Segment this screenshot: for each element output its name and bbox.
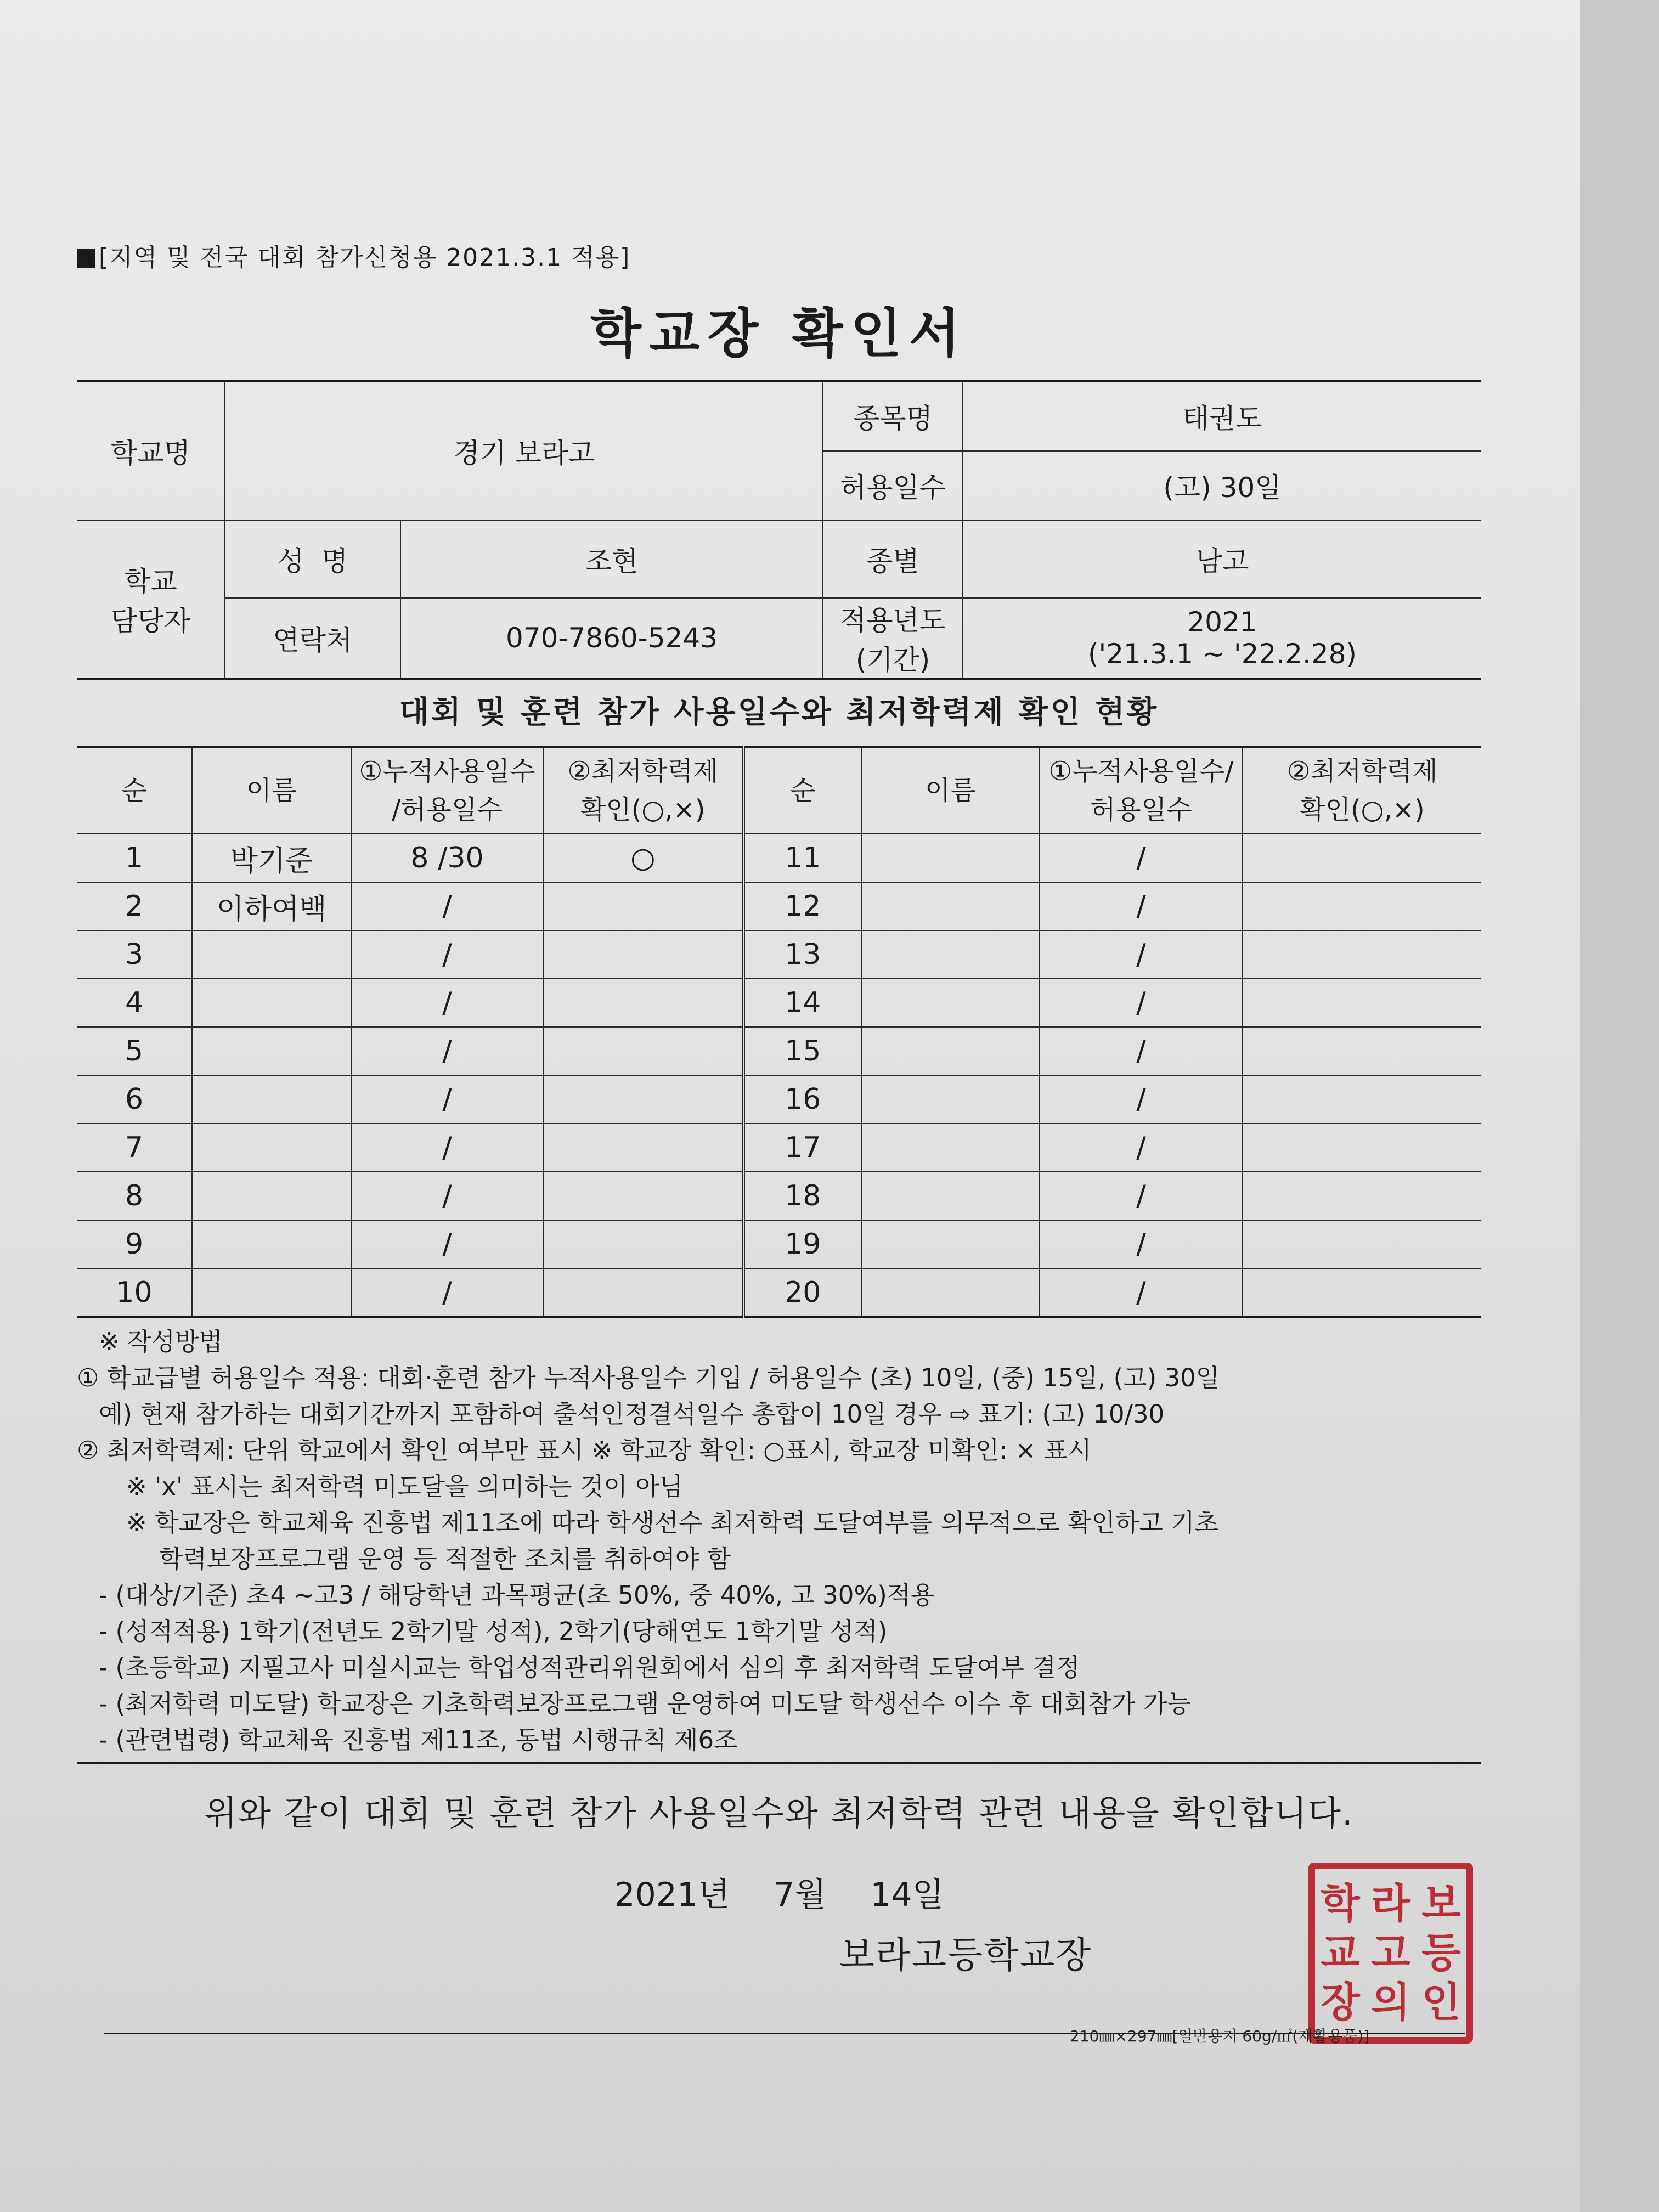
days-used-left: / — [351, 1220, 543, 1268]
notes-divider — [77, 1762, 1481, 1764]
row-number-left: 7 — [77, 1124, 192, 1172]
academic-check-left — [543, 1268, 743, 1317]
row-number-right: 20 — [743, 1268, 861, 1317]
days-used-right: / — [1040, 979, 1243, 1027]
roster-row — [77, 834, 1481, 882]
athlete-name-right — [861, 1172, 1040, 1220]
days-used-right: / — [1040, 1027, 1243, 1075]
instructions — [77, 1324, 1481, 1758]
section-title: 대회 및 훈련 참가 사용일수와 최저학력제 확인 현황 — [399, 695, 1159, 730]
detail-1: - (대상/기준) 초4 ~고3 / 해당학년 과목평균(초 50%, 중 40%, 고 30%)적용 — [99, 1581, 935, 1610]
date-year: 2021년 — [614, 1876, 730, 1914]
row-number-right: 13 — [743, 930, 861, 979]
athlete-name-right — [861, 834, 1040, 882]
roster-row — [77, 1124, 1481, 1172]
roster-row — [77, 1172, 1481, 1220]
academic-check-right — [1243, 834, 1481, 882]
days-used-right: / — [1040, 834, 1243, 882]
days-used-right: / — [1040, 930, 1243, 979]
days-used-right: / — [1040, 882, 1243, 930]
phone-label: 연락처 — [225, 598, 400, 679]
phone-value: 070-7860-5243 — [400, 598, 823, 679]
athlete-name-right — [861, 1075, 1040, 1124]
date-month: 7월 — [774, 1876, 827, 1914]
allowed-days-value: (고) 30일 — [963, 451, 1481, 520]
academic-check-right — [1243, 979, 1481, 1027]
days-used-right: / — [1040, 1124, 1243, 1172]
official-seal-stamp: 학 교 장 라 고 의 보 등 인 — [1308, 1863, 1473, 2044]
form-usage-note: [지역 및 전국 대회 참가신청용 2021.3.1 적용] — [77, 241, 1481, 274]
year-label: 적용년도 (기간) — [823, 598, 963, 679]
athlete-name-left — [192, 930, 351, 979]
notes-heading: ※ 작성방법 — [99, 1327, 223, 1356]
school-label: 학교명 — [77, 381, 225, 520]
days-used-right: / — [1040, 1268, 1243, 1317]
athlete-name-left: 박기준 — [192, 834, 351, 882]
athlete-name-left — [192, 1268, 351, 1317]
academic-check-right — [1243, 1075, 1481, 1124]
sport-value: 태권도 — [963, 381, 1481, 451]
days-used-right: / — [1040, 1172, 1243, 1220]
row-number-right: 14 — [743, 979, 861, 1027]
academic-check-left — [543, 1220, 743, 1268]
days-used-left: 8 /30 — [351, 834, 543, 882]
row-number-left: 1 — [77, 834, 192, 882]
row-number-left: 10 — [77, 1268, 192, 1317]
black-square-icon — [77, 249, 95, 268]
paper-spec-note: 210㎜×297㎜[일반용지 60g/㎡(재활용품)] — [1070, 2027, 1370, 2045]
note-4-cont: 학력보장프로그램 운영 등 적절한 조치를 취하여야 함 — [159, 1544, 731, 1573]
athlete-name-right — [861, 1268, 1040, 1317]
athlete-name-right — [861, 979, 1040, 1027]
row-number-right: 17 — [743, 1124, 861, 1172]
roster-row — [77, 882, 1481, 930]
roster-header-row — [77, 747, 1481, 834]
academic-check-left — [543, 979, 743, 1027]
sport-label: 종목명 — [823, 381, 963, 451]
note-1-example: 예) 현재 참가하는 대회기간까지 포함하여 출석인정결석일수 총합이 10일 경우 ⇨ 표기: (고) 10/30 — [99, 1400, 1165, 1429]
academic-check-right — [1243, 1027, 1481, 1075]
note-3: ※ 'x' 표시는 최저학력 미도달을 의미하는 것이 아님 — [126, 1472, 684, 1501]
name-label: 성 명 — [225, 520, 400, 598]
roster-row — [77, 1027, 1481, 1075]
athlete-name-left — [192, 1172, 351, 1220]
header-num: 순 — [77, 747, 192, 834]
header-name-right: 이름 — [861, 747, 1040, 834]
row-number-left: 4 — [77, 979, 192, 1027]
allowed-days-label: 허용일수 — [823, 451, 963, 520]
row-number-right: 18 — [743, 1172, 861, 1220]
athlete-name-left — [192, 979, 351, 1027]
roster-row — [77, 1268, 1481, 1317]
confirmation-statement: 위와 같이 대회 및 훈련 참가 사용일수와 최저학력 관련 내용을 확인합니다. — [204, 1793, 1354, 1833]
detail-4: - (최저학력 미도달) 학교장은 기초학력보장프로그램 운영하여 미도달 학생선수 이수 후 대회참가 가능 — [99, 1689, 1191, 1718]
days-used-left: / — [351, 1268, 543, 1317]
athlete-name-left: 이하여백 — [192, 882, 351, 930]
academic-check-right — [1243, 1172, 1481, 1220]
name-value: 조현 — [400, 520, 823, 598]
header-num-right: 순 — [743, 747, 861, 834]
row-number-left: 6 — [77, 1075, 192, 1124]
athlete-name-right — [861, 930, 1040, 979]
academic-check-left: ○ — [543, 834, 743, 882]
info-table — [77, 380, 1481, 680]
days-used-left: / — [351, 1027, 543, 1075]
academic-check-right — [1243, 1220, 1481, 1268]
row-number-right: 16 — [743, 1075, 861, 1124]
athlete-name-left — [192, 1220, 351, 1268]
academic-check-right — [1243, 882, 1481, 930]
academic-check-left — [543, 1124, 743, 1172]
academic-check-right — [1243, 930, 1481, 979]
row-number-right: 19 — [743, 1220, 861, 1268]
row-number-left: 3 — [77, 930, 192, 979]
roster-row — [77, 930, 1481, 979]
athlete-name-right — [861, 1027, 1040, 1075]
detail-5: - (관련법령) 학교체육 진흥법 제11조, 동법 시행규칙 제6조 — [99, 1725, 738, 1754]
type-value: 남고 — [963, 520, 1481, 598]
row-number-left: 2 — [77, 882, 192, 930]
year-value: 2021 ('21.3.1 ~ '22.2.28) — [963, 598, 1481, 679]
athlete-name-left — [192, 1124, 351, 1172]
roster-row — [77, 979, 1481, 1027]
academic-check-left — [543, 1075, 743, 1124]
athlete-name-left — [192, 1027, 351, 1075]
principal-signature: 보라고등학교장 — [839, 1934, 1092, 1976]
athlete-name-right — [861, 1124, 1040, 1172]
background-edge — [1580, 0, 1659, 2212]
row-number-left: 5 — [77, 1027, 192, 1075]
document-title: 학교장 확인서 — [590, 303, 968, 364]
days-used-left: / — [351, 979, 543, 1027]
school-value: 경기 보라고 — [225, 381, 823, 520]
roster-row — [77, 1220, 1481, 1268]
header-used: ①누적사용일수 /허용일수 — [351, 747, 543, 834]
days-used-left: / — [351, 1075, 543, 1124]
note-1: ① 학교급별 허용일수 적용: 대회·훈련 참가 누적사용일수 기입 / 허용일수 (초) 10일, (중) 15일, (고) 30일 — [77, 1363, 1220, 1392]
header-check-right: ②최저학력제 확인(○,×) — [1243, 747, 1481, 834]
days-used-left: / — [351, 930, 543, 979]
athlete-name-left — [192, 1075, 351, 1124]
row-number-left: 8 — [77, 1172, 192, 1220]
row-number-right: 15 — [743, 1027, 861, 1075]
document-body — [77, 241, 1481, 1916]
detail-3: - (초등학교) 지필고사 미실시교는 학업성적관리위원회에서 심의 후 최저학력 도달여부 결정 — [99, 1653, 1080, 1682]
athlete-name-right — [861, 1220, 1040, 1268]
header-check: ②최저학력제 확인(○,×) — [543, 747, 743, 834]
days-used-left: / — [351, 882, 543, 930]
issue-date — [77, 1869, 1481, 1916]
academic-check-right — [1243, 1124, 1481, 1172]
roster-row — [77, 1075, 1481, 1124]
academic-check-left — [543, 882, 743, 930]
row-number-right: 11 — [743, 834, 861, 882]
days-used-right: / — [1040, 1220, 1243, 1268]
detail-2: - (성적적용) 1학기(전년도 2학기말 성적), 2학기(당해연도 1학기말 성적) — [99, 1617, 888, 1646]
academic-check-right — [1243, 1268, 1481, 1317]
days-used-left: / — [351, 1172, 543, 1220]
note-2: ② 최저학력제: 단위 학교에서 확인 여부만 표시 ※ 학교장 확인: ○표시, 학교장 미확인: × 표시 — [77, 1436, 1092, 1465]
row-number-right: 12 — [743, 882, 861, 930]
academic-check-left — [543, 1172, 743, 1220]
contact-person-label: 학교 담당자 — [77, 520, 225, 679]
academic-check-left — [543, 930, 743, 979]
header-used-right: ①누적사용일수/ 허용일수 — [1040, 747, 1243, 834]
date-day: 14일 — [870, 1876, 944, 1914]
row-number-left: 9 — [77, 1220, 192, 1268]
academic-check-left — [543, 1027, 743, 1075]
header-name: 이름 — [192, 747, 351, 834]
days-used-right: / — [1040, 1075, 1243, 1124]
note-4: ※ 학교장은 학교체육 진흥법 제11조에 따라 학생선수 최저학력 도달여부를 의무적으로 확인하고 기초 — [126, 1508, 1219, 1537]
type-label: 종별 — [823, 520, 963, 598]
athlete-name-right — [861, 882, 1040, 930]
days-used-left: / — [351, 1124, 543, 1172]
roster-table — [77, 746, 1481, 1318]
